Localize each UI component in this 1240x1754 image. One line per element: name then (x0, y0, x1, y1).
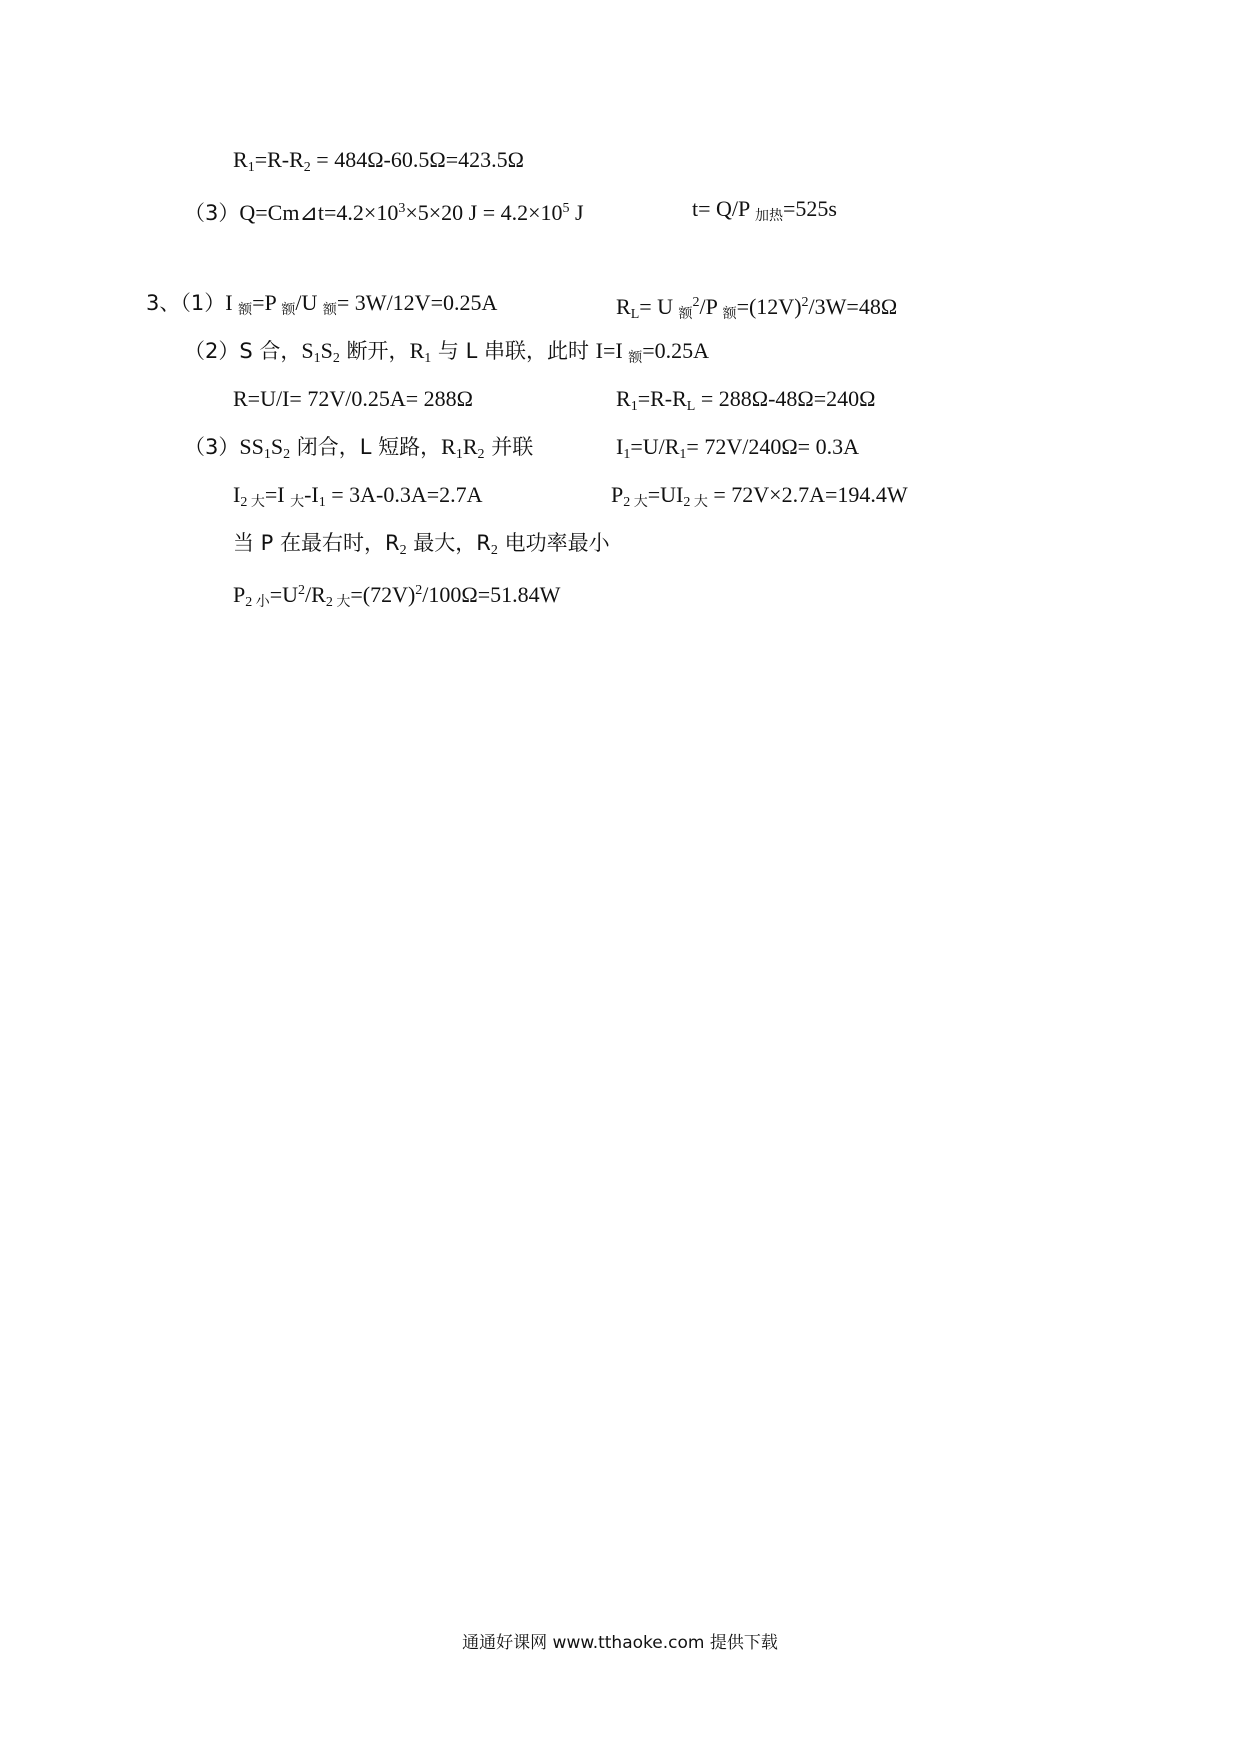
equation-text: =R-R (254, 147, 304, 172)
subscript: 额 (722, 307, 737, 322)
subscript: 2 大 (623, 495, 648, 510)
subscript: 2 (283, 447, 291, 462)
equation-line (692, 195, 837, 231)
subscript: 2 大 (683, 495, 708, 510)
equation-text: =U (269, 582, 299, 607)
equation-text: 并联 (484, 435, 534, 459)
equation-text: S (301, 338, 314, 363)
equation-text: R (233, 147, 248, 172)
subscript: 额 (238, 303, 253, 318)
subscript: 2 (477, 447, 485, 462)
equation-line (184, 195, 584, 227)
equation-line (233, 577, 560, 617)
subscript: 1 (424, 351, 432, 366)
equation-line (616, 289, 897, 329)
equation-line (616, 385, 876, 421)
equation-text: 与 L 串联，此时 (431, 339, 596, 363)
equation-text: R (441, 434, 456, 459)
equation-text: =0.25A (642, 338, 710, 363)
equation-text: （3） (184, 435, 240, 459)
equation-text: =(72V) (350, 582, 416, 607)
superscript: 2 (801, 295, 809, 310)
subscript: 额 (281, 303, 296, 318)
equation-text: I (616, 434, 624, 459)
superscript: 5 (562, 201, 570, 216)
equation-text: = 288Ω-48Ω=240Ω (695, 386, 876, 411)
equation-text: = 72V/240Ω= 0.3A (686, 434, 859, 459)
subscript: 1 (679, 447, 687, 462)
equation-line (233, 529, 610, 565)
equation-text: I=I (595, 338, 629, 363)
subscript: L (686, 399, 696, 414)
equation-text: -I (304, 482, 319, 507)
superscript: 2 (298, 583, 306, 598)
equation-text: 最大，R (406, 531, 491, 555)
subscript: 1 (263, 447, 271, 462)
equation-text: = 3A-0.3A=2.7A (325, 482, 483, 507)
subscript: 额 (628, 351, 643, 366)
equation-text: Q=Cm⊿t=4.2×10 (239, 200, 399, 225)
equation-text: S (320, 338, 333, 363)
equation-text: 电功率最小 (497, 531, 610, 555)
equation-text: P (611, 482, 624, 507)
equation-line (233, 481, 483, 517)
equation-text: 闭合，L 短路， (290, 435, 442, 459)
equation-text: =U/R (630, 434, 680, 459)
equation-text: /3W=48Ω (808, 294, 898, 319)
equation-text: R (616, 386, 631, 411)
equation-text: 当 P 在最右时，R (233, 531, 400, 555)
equation-text: I (233, 482, 241, 507)
subscript: 1 (455, 447, 463, 462)
equation-line (184, 433, 533, 469)
subscript: 2 (490, 543, 498, 558)
equation-text: 断开， (339, 339, 410, 363)
subscript: 2 (332, 351, 340, 366)
equation-text: /100Ω=51.84W (422, 582, 561, 607)
subscript: 2 (399, 543, 407, 558)
equation-text: R (462, 434, 478, 459)
equation-line (233, 385, 473, 413)
equation-text: =P (252, 290, 282, 315)
equation-text: =(12V) (736, 294, 802, 319)
equation-line (233, 146, 524, 182)
subscript: 1 (247, 160, 255, 175)
equation-text: R (409, 338, 425, 363)
superscript: 2 (692, 295, 700, 310)
superscript: 2 (415, 583, 423, 598)
equation-text: = 72V×2.7A=194.4W (707, 482, 908, 507)
equation-text: /U (295, 290, 323, 315)
equation-text: =I (264, 482, 291, 507)
equation-text: /R (305, 582, 326, 607)
equation-text: = 3W/12V=0.25A (336, 290, 498, 315)
equation-text: I (225, 290, 239, 315)
subscript: 加热 (754, 209, 783, 224)
subscript: 1 (313, 351, 321, 366)
subscript: 2 大 (325, 595, 351, 610)
equation-text: =525s (782, 196, 837, 221)
subscript: 2 大 (240, 495, 265, 510)
page-footer: 通通好课网 www.tthaoke.com 提供下载 (462, 1633, 778, 1653)
equation-text: =R-R (637, 386, 687, 411)
equation-line (146, 289, 497, 325)
equation-text: 3、（1） (146, 291, 226, 315)
subscript: 2 (303, 160, 311, 175)
subscript: 2 小 (245, 595, 270, 610)
subscript: 额 (322, 303, 337, 318)
subscript: L (630, 307, 640, 322)
subscript: 1 (630, 399, 638, 414)
equation-text: （3） (184, 201, 240, 225)
equation-text: ×5×20 J = 4.2×10 (405, 200, 563, 225)
equation-text: = U (639, 294, 679, 319)
equation-text: J (569, 200, 584, 225)
subscript: 1 (623, 447, 631, 462)
subscript: 大 (290, 495, 305, 510)
equation-text: （2）S 合， (184, 339, 302, 363)
equation-text: P (233, 582, 246, 607)
subscript: 1 (318, 495, 326, 510)
superscript: 3 (398, 201, 406, 216)
equation-text: t= Q/P (692, 196, 755, 221)
equation-text: /P (699, 294, 723, 319)
equation-line (616, 433, 859, 469)
equation-text: R=U/I= 72V/0.25A= 288Ω (233, 386, 473, 411)
equation-text: =UI (647, 482, 684, 507)
equation-text: = 484Ω-60.5Ω=423.5Ω (310, 147, 524, 172)
equation-line (611, 481, 908, 517)
equation-text: S (270, 434, 284, 459)
equation-line (184, 337, 709, 373)
subscript: 额 (678, 307, 693, 322)
equation-text: SS (239, 434, 264, 459)
equation-text: R (616, 294, 631, 319)
